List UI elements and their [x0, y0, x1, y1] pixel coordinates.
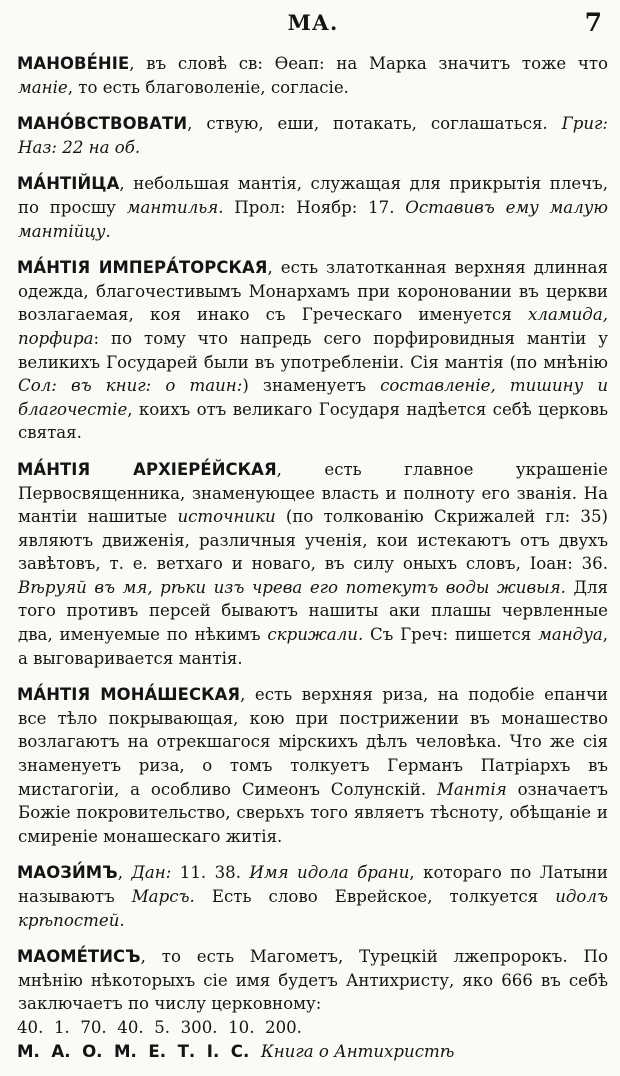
entry-text: , есть златотканная верхняя длинная одежда, благочестивымъ Монархамъ при короновании въ церкви возлагаемая, коя инако съ Греческаго именуется — [18, 258, 608, 325]
italic-text: источники — [177, 507, 276, 527]
entry-headword: МА́НТІЯ ИМПЕРА́ТОРСКАЯ — [17, 258, 268, 278]
book-reference: Книга о Антихристѣ — [260, 1041, 455, 1061]
entry-text: , котораго по Латыни называютъ — [18, 863, 608, 906]
entry-text: , — [117, 863, 132, 883]
entry-text: , то есть Магометъ, Турецкій лжепророкъ. По мнѣнію нѣкоторыхъ сіе имя будетъ Антихристу, яко 666 въ себѣ заключаетъ по числу церковному: — [18, 947, 608, 1014]
entry-text: : по тому что напредь сего порфировидныя мантіи у великихъ Государей были въ употребленіи. Сія мантія (по мнѣнію — [18, 328, 608, 372]
running-head: МА. — [287, 10, 339, 35]
entries-column — [18, 52, 608, 1076]
entry-text: , коихъ отъ великаго Государя надѣется себѣ церковь святая. — [18, 399, 608, 443]
entry-headword: МАНО́ВСТВОВАТИ — [17, 114, 188, 134]
italic-text: составленіе, тишину и благочестіе — [18, 376, 609, 419]
entry-text: Съ Греч: пишется — [363, 625, 539, 645]
italic-text: Дан: — [131, 863, 172, 883]
italic-text: скрижали. — [267, 625, 364, 645]
italic-text: Мантія — [436, 779, 507, 799]
italic-text: Оставивъ ему малую мантійцу. — [18, 197, 608, 241]
page-number: 7 — [584, 8, 602, 37]
page-header — [20, 8, 606, 44]
entry-text: (по толкованію Скрижалей гл: 35) являютъ движенія, различныя ученія, кои истекаютъ отъ двухъ завѣтовъ, т. е. ветхаго и новаго, въ силу оныхъ словъ, Іоан: 36. — [18, 507, 609, 574]
entry-headword: МАНОВЕ́НІЕ — [17, 54, 130, 73]
italic-text: мандуа — [538, 625, 603, 645]
entry-text: , въ словѣ св: Ѳеап: на Марка значитъ тоже что — [129, 54, 608, 73]
entry-headword: МА́НТІЯ МОНА́ШЕСКАЯ — [17, 685, 241, 705]
italic-text: Вѣруяй въ мя, рѣки изъ чрева его потекутъ воды живыя. — [18, 577, 566, 597]
number-row: 40. 1. 70. 40. 5. 300. 10. 200. — [17, 1017, 302, 1037]
entry-text: Для того противъ персей бываютъ нашиты аки плашы червленные два, именуемые по нѣкимъ — [18, 577, 608, 645]
italic-text: мантилья. — [126, 197, 224, 217]
entry-text: , ствую, еши, потакать, соглашаться. — [187, 114, 562, 134]
entry-mantiitsa — [18, 172, 608, 243]
entry-text: ) знаменуетъ — [242, 376, 381, 396]
entry-text: 11. 38. — [171, 863, 250, 883]
letter-row — [18, 1040, 608, 1064]
italic-text: хламида, порфира — [18, 305, 608, 348]
entry-headword: МАОМЕ́ТИСЪ — [17, 947, 141, 967]
entry-mantiya-arkhiereiskaya — [18, 458, 608, 670]
entry-mantiya-monasheskaya — [18, 683, 608, 848]
italic-text: Марсъ. — [131, 887, 195, 906]
entry-maometis — [18, 945, 608, 1063]
letter-row-letters: М. А. О. М. Е. Т. І. С. — [17, 1041, 250, 1061]
entry-headword: МА́НТІЙЦА — [17, 174, 120, 194]
italic-text: Имя идола брани — [249, 863, 410, 883]
entry-text: , то есть благоволеніе, согласіе. — [67, 77, 349, 97]
entry-text: , есть главное украшеніе Первосвященника, знаменующее власть и полноту его званія. На мантіи нашитые — [18, 459, 608, 527]
entry-manovenie — [18, 52, 608, 99]
italic-text: Григ: Наз: 22 на об. — [18, 114, 608, 157]
italic-text: идолъ крѣпостей. — [18, 887, 609, 930]
entry-text: , есть верхняя риза, на подобіе епанчи все тѣло покрывающая, кою при пострижении въ монашество возлагаютъ на отрекшагося мірскихъ дѣлъ человѣка. Что же сія знаменуетъ риза, о томъ толкуетъ Германъ Патріархъ въ мистагогіи, а особливо Симеонъ Солунскій. — [18, 685, 609, 799]
entry-headword: МА́НТІЯ АРХІЕРЕ́ЙСКАЯ — [17, 459, 277, 479]
italic-text: Сол: въ книг: о таин: — [18, 376, 243, 396]
entry-text: , а выговаривается мантія. — [18, 625, 608, 668]
entry-text: Прол: Ноябр: 17. — [223, 197, 406, 217]
entry-headword: МАОЗИ́МЪ — [17, 863, 118, 883]
entry-manovstvovati — [18, 112, 608, 159]
entry-text: означаетъ Божіе покровительство, сверьхъ того являетъ тѣсноту, обѣщаніе и смиреніе монашескаго житія. — [18, 779, 608, 846]
italic-text: маніе — [18, 77, 68, 97]
entry-text: Есть слово Еврейское, толкуется — [194, 887, 556, 906]
entry-mantiya-imperatorskaya — [18, 256, 608, 445]
entry-text: , небольшая мантія, служащая для прикрытія плечъ, по просшу — [18, 174, 608, 217]
entry-maozim — [18, 861, 608, 932]
